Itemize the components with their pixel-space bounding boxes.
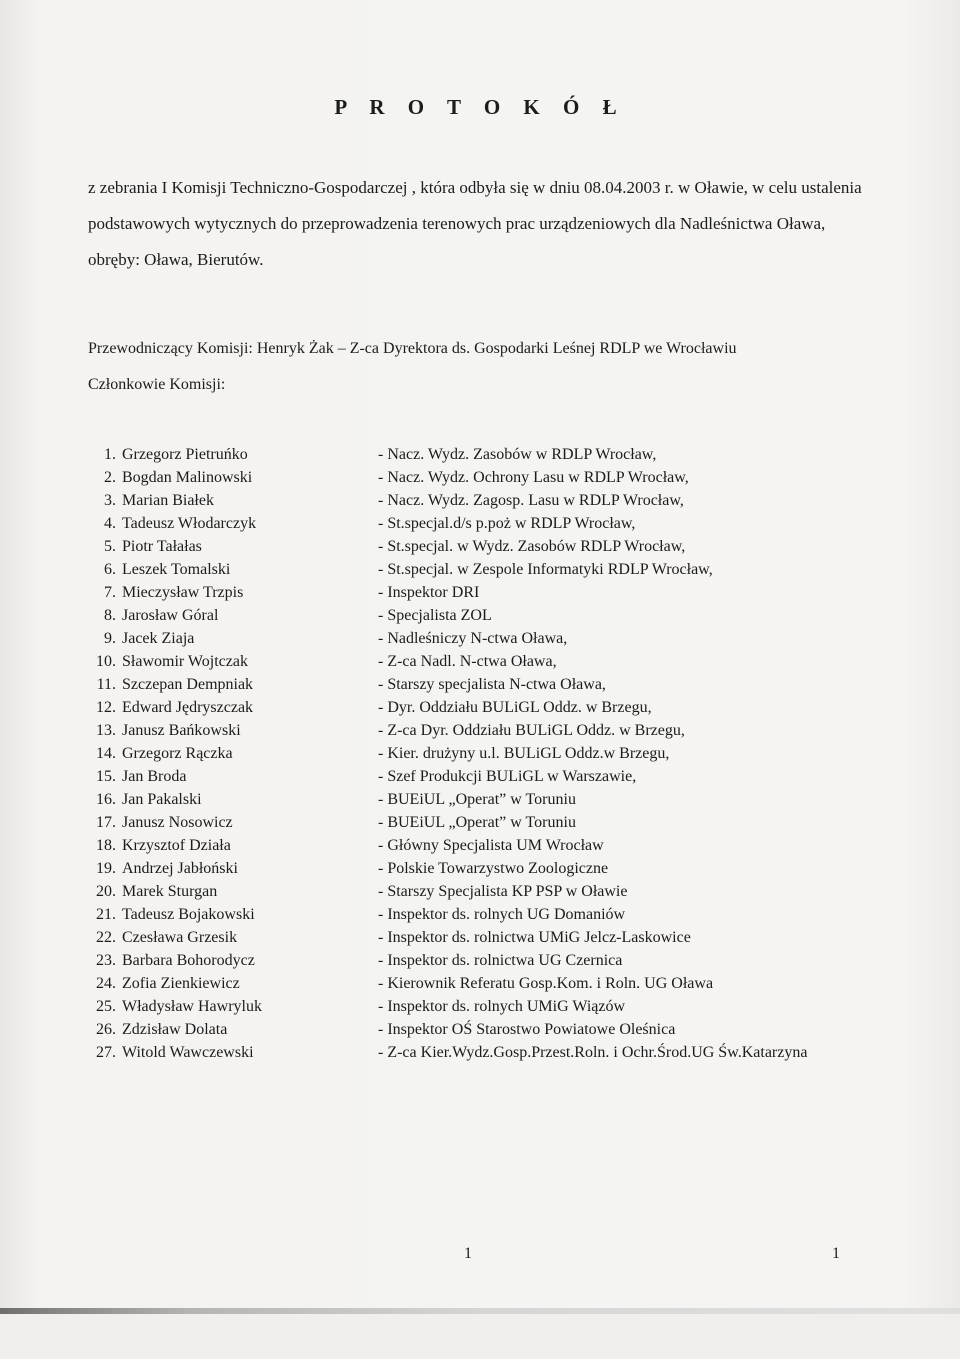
member-name: Zdzisław Dolata [122,1021,228,1038]
member-row [88,719,878,742]
member-number: 3. [104,492,116,509]
member-row [88,558,878,581]
member-number: 20. [96,883,116,900]
member-name: Andrzej Jabłoński [122,860,238,877]
member-name: Krzysztof Działa [122,837,231,854]
member-number: 16. [96,791,116,808]
member-number: 7. [104,584,116,601]
member-row [88,880,878,903]
member-row [88,811,878,834]
member-row [88,926,878,949]
member-number: 21. [96,906,116,923]
member-row [88,1018,878,1041]
member-role: - Kier. drużyny u.l. BULiGL Oddz.w Brzegu, [378,745,670,762]
member-role: - Nacz. Wydz. Zasobów w RDLP Wrocław, [378,446,657,463]
member-number: 9. [104,630,116,647]
member-number: 5. [104,538,116,555]
member-row [88,1041,878,1064]
member-row [88,627,878,650]
member-role: - Z-ca Dyr. Oddziału BULiGL Oddz. w Brzegu, [378,722,685,739]
member-number: 13. [96,722,116,739]
member-role: - Z-ca Nadl. N-ctwa Oława, [378,653,557,670]
member-role: - Starszy Specjalista KP PSP w Oławie [378,883,628,900]
member-role: - St.specjal. w Zespole Informatyki RDLP Wrocław, [378,561,713,578]
member-number: 8. [104,607,116,624]
chairman-line: Przewodniczący Komisji: Henryk Żak – Z-ca Dyrektora ds. Gospodarki Leśnej RDLP we Wrocławiu [88,340,737,357]
member-row [88,857,878,880]
page-number-right: 1 [832,1245,840,1262]
member-name: Marian Białek [122,492,214,509]
member-row [88,765,878,788]
member-name: Mieczysław Trzpis [122,584,244,601]
member-name: Zofia Zienkiewicz [122,975,240,992]
member-row [88,466,878,489]
member-row [88,834,878,857]
member-role: - Kierownik Referatu Gosp.Kom. i Roln. UG Oława [378,975,714,992]
member-role: - Inspektor ds. rolnictwa UMiG Jelcz-Laskowice [378,929,691,946]
member-row [88,972,878,995]
member-number: 17. [96,814,116,831]
member-name: Edward Jędryszczak [122,699,254,716]
member-name: Jarosław Góral [122,607,219,624]
page-number-center: 1 [464,1245,472,1262]
member-role: - Inspektor DRI [378,584,480,601]
member-role: - Nadleśniczy N-ctwa Oława, [378,630,568,647]
member-number: 19. [96,860,116,877]
member-number: 18. [96,837,116,854]
member-role: - Nacz. Wydz. Ochrony Lasu w RDLP Wrocław, [378,469,689,486]
member-row [88,604,878,627]
member-name: Jacek Ziaja [122,630,195,647]
member-name: Sławomir Wojtczak [122,653,248,670]
member-row [88,995,878,1018]
member-row [88,650,878,673]
member-number: 12. [96,699,116,716]
member-role: - Inspektor OŚ Starostwo Powiatowe Oleśnica [378,1021,676,1038]
intro-paragraph: z zebrania I Komisji Techniczno-Gospodarczej , która odbyła się w dniu 08.04.2003 r. w Oławie, w celu ustalenia podstawowych wytycznych do przeprowadzenia terenowych prac urządzeniowych dla Nadleśnictwa Oława, obręby: Oława, Bierutów. [88,178,862,269]
member-row [88,949,878,972]
member-name: Marek Sturgan [122,883,218,900]
member-number: 26. [96,1021,116,1038]
member-name: Grzegorz Rączka [122,745,233,762]
member-role: - Starszy specjalista N-ctwa Oława, [378,676,606,693]
members-label: Członkowie Komisji: [88,376,226,393]
members-list [88,443,878,1064]
member-role: - Inspektor ds. rolnictwa UG Czernica [378,952,623,969]
member-role: - Szef Produkcji BULiGL w Warszawie, [378,768,637,785]
member-number: 1. [104,446,116,463]
member-name: Jan Broda [122,768,187,785]
member-number: 2. [104,469,116,486]
member-row [88,535,878,558]
member-role: - St.specjal.d/s p.poż w RDLP Wrocław, [378,515,636,532]
member-role: - Dyr. Oddziału BULiGL Oddz. w Brzegu, [378,699,652,716]
member-name: Tadeusz Bojakowski [122,906,255,923]
member-role: - BUEiUL „Operat” w Toruniu [378,814,576,831]
member-name: Barbara Bohorodycz [122,952,255,969]
member-number: 6. [104,561,116,578]
member-role: - Polskie Towarzystwo Zoologiczne [378,860,609,877]
member-name: Tadeusz Włodarczyk [122,515,257,532]
member-role: - Z-ca Kier.Wydz.Gosp.Przest.Roln. i Ochr.Środ.UG Św.Katarzyna [378,1044,808,1061]
member-number: 4. [104,515,116,532]
member-row [88,581,878,604]
member-number: 24. [96,975,116,992]
member-name: Leszek Tomalski [122,561,231,578]
member-name: Janusz Bańkowski [122,722,241,739]
member-row [88,788,878,811]
member-name: Bogdan Malinowski [122,469,253,486]
member-row [88,489,878,512]
member-row [88,673,878,696]
member-role: - Główny Specjalista UM Wrocław [378,837,604,854]
member-role: - Inspektor ds. rolnych UG Domaniów [378,906,626,923]
member-name: Szczepan Dempniak [122,676,254,693]
member-role: - Inspektor ds. rolnych UMiG Wiązów [378,998,626,1015]
member-name: Piotr Tałałas [122,538,202,555]
member-number: 22. [96,929,116,946]
member-number: 27. [96,1044,116,1061]
member-number: 10. [96,653,116,670]
member-role: - BUEiUL „Operat” w Toruniu [378,791,576,808]
member-name: Witold Wawczewski [122,1044,254,1061]
member-name: Janusz Nosowicz [122,814,233,831]
member-number: 15. [96,768,116,785]
member-number: 11. [96,676,116,693]
member-name: Czesława Grzesik [122,929,238,946]
member-row [88,903,878,926]
member-role: - Nacz. Wydz. Zagosp. Lasu w RDLP Wrocław, [378,492,684,509]
member-row [88,742,878,765]
member-name: Władysław Hawryluk [122,998,262,1015]
member-row [88,696,878,719]
member-name: Jan Pakalski [122,791,202,808]
member-number: 23. [96,952,116,969]
member-number: 25. [96,998,116,1015]
member-role: - Specjalista ZOL [378,607,492,624]
member-number: 14. [96,745,116,762]
scan-margin [0,1314,960,1359]
member-row [88,512,878,535]
member-name: Grzegorz Pietruńko [122,446,248,463]
member-row [88,443,878,466]
member-role: - St.specjal. w Wydz. Zasobów RDLP Wrocław, [378,538,686,555]
document-title: P R O T O K Ó Ł [334,95,626,119]
